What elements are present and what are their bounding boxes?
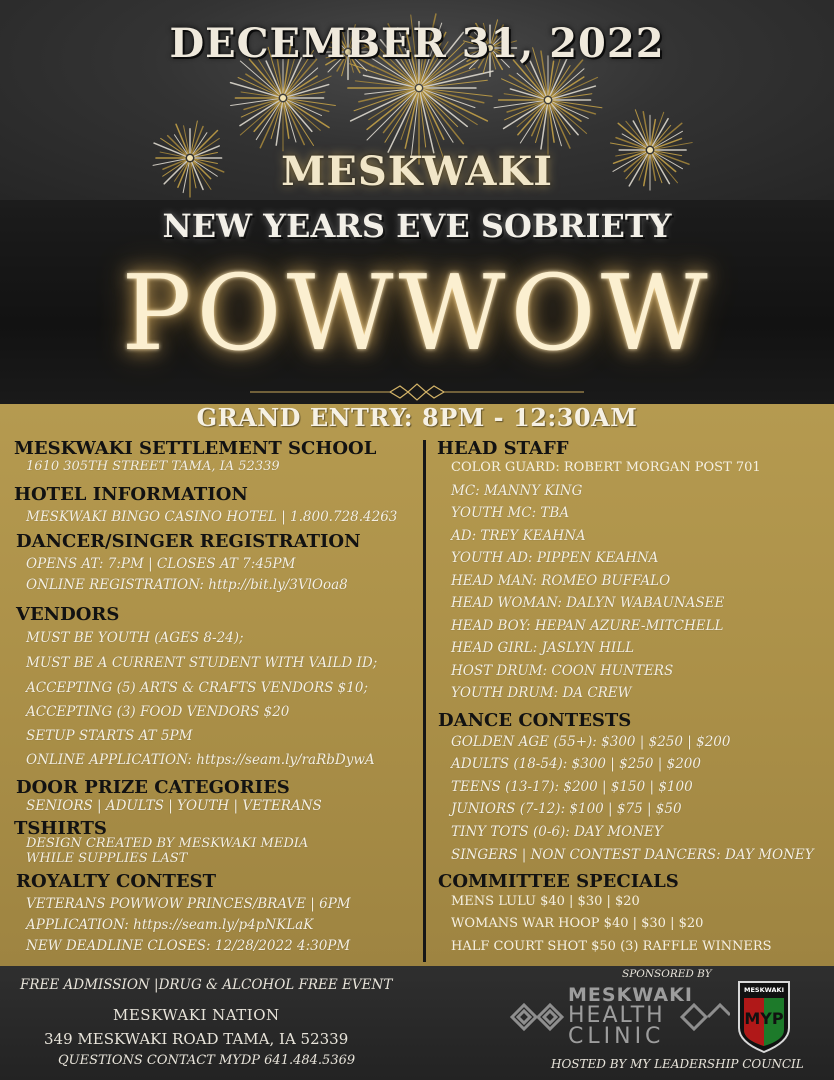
staff-line: MC: MANNY KING bbox=[451, 483, 583, 499]
vendors-line: ACCEPTING (5) ARTS & CRAFTS VENDORS $10; bbox=[26, 680, 368, 696]
special-line: WOMANS WAR HOOP $40 | $30 | $20 bbox=[451, 916, 704, 931]
sponsored-by-label: SPONSORED BY bbox=[622, 968, 712, 980]
registration-line: OPENS AT: 7:PM | CLOSES AT 7:45PM bbox=[26, 556, 296, 572]
contest-line: SINGERS | NON CONTEST DANCERS: DAY MONEY bbox=[451, 847, 814, 863]
contest-line: TINY TOTS (0-6): DAY MONEY bbox=[451, 824, 663, 840]
royalty-line: APPLICATION: https://seam.ly/p4pNKLaK bbox=[26, 917, 314, 933]
staff-line: HEAD GIRL: JASLYN HILL bbox=[451, 640, 635, 656]
hosted-by-note: HOSTED BY MY LEADERSHIP COUNCIL bbox=[551, 1057, 804, 1071]
grand-entry-time: GRAND ENTRY: 8PM - 12:30AM bbox=[196, 403, 638, 432]
staff-line: YOUTH DRUM: DA CREW bbox=[451, 685, 632, 701]
clinic-logo-line: CLINIC bbox=[568, 1024, 665, 1049]
dance-contests-heading: DANCE CONTESTS bbox=[438, 710, 632, 731]
staff-line: HOST DRUM: COON HUNTERS bbox=[451, 663, 674, 679]
vendors-line: SETUP STARTS AT 5PM bbox=[26, 728, 193, 744]
royalty-line: VETERANS POWWOW PRINCES/BRAVE | 6PM bbox=[26, 896, 351, 912]
event-date: DECEMBER 31, 2022 bbox=[169, 20, 665, 67]
clinic-logo-line: MESKWAKI bbox=[568, 984, 693, 1006]
event-subtitle: NEW YEARS EVE SOBRIETY bbox=[162, 207, 672, 245]
royalty-line: NEW DEADLINE CLOSES: 12/28/2022 4:30PM bbox=[26, 938, 351, 954]
staff-line: COLOR GUARD: ROBERT MORGAN POST 701 bbox=[451, 460, 761, 475]
registration-heading: DANCER/SINGER REGISTRATION bbox=[16, 531, 361, 552]
free-admission-note: FREE ADMISSION |DRUG & ALCOHOL FREE EVENT bbox=[20, 977, 393, 993]
registration-line: ONLINE REGISTRATION: http://bit.ly/3VlOoa8 bbox=[26, 577, 348, 593]
committee-specials-heading: COMMITTEE SPECIALS bbox=[438, 871, 679, 892]
school-address: 1610 305TH STREET TAMA, IA 52339 bbox=[26, 459, 280, 474]
door-prize-heading: DOOR PRIZE CATEGORIES bbox=[16, 777, 290, 798]
head-staff-heading: HEAD STAFF bbox=[437, 438, 569, 459]
contact-line: QUESTIONS CONTACT MYDP 641.484.5369 bbox=[58, 1053, 356, 1068]
vendors-line: MUST BE A CURRENT STUDENT WITH VAILD ID; bbox=[26, 655, 378, 671]
tshirts-line: DESIGN CREATED BY MESKWAKI MEDIA bbox=[26, 836, 309, 851]
vendors-heading: VENDORS bbox=[16, 604, 120, 625]
tshirts-heading: TSHIRTS bbox=[14, 818, 107, 839]
contest-line: ADULTS (18-54): $300 | $250 | $200 bbox=[451, 756, 701, 772]
contest-line: GOLDEN AGE (55+): $300 | $250 | $200 bbox=[451, 734, 731, 750]
special-line: MENS LULU $40 | $30 | $20 bbox=[451, 894, 640, 909]
vendors-line: MUST BE YOUTH (AGES 8-24); bbox=[26, 630, 244, 646]
contest-line: JUNIORS (7-12): $100 | $75 | $50 bbox=[451, 801, 682, 817]
staff-line: YOUTH MC: TBA bbox=[451, 505, 570, 521]
staff-line: YOUTH AD: PIPPEN KEAHNA bbox=[451, 550, 659, 566]
clinic-logo-line: HEALTH bbox=[568, 1003, 665, 1028]
staff-line: AD: TREY KEAHNA bbox=[451, 528, 586, 544]
svg-text:MYP: MYP bbox=[744, 1009, 784, 1028]
royalty-heading: ROYALTY CONTEST bbox=[16, 871, 216, 892]
nation-name: MESKWAKI NATION bbox=[113, 1006, 280, 1024]
school-heading: MESKWAKI SETTLEMENT SCHOOL bbox=[14, 438, 377, 459]
column-divider bbox=[423, 440, 426, 962]
hotel-line: MESKWAKI BINGO CASINO HOTEL | 1.800.728.4263 bbox=[26, 509, 398, 525]
ornament-divider bbox=[250, 382, 584, 402]
vendors-line: ONLINE APPLICATION: https://seam.ly/raRbDywA bbox=[26, 752, 375, 768]
vendors-line: ACCEPTING (3) FOOD VENDORS $20 bbox=[26, 704, 290, 720]
staff-line: HEAD WOMAN: DALYN WABAUNASEE bbox=[451, 595, 725, 611]
staff-line: HEAD MAN: ROMEO BUFFALO bbox=[451, 573, 671, 589]
org-name: MESKWAKI bbox=[281, 148, 553, 195]
door-prize-line: SENIORS | ADULTS | YOUTH | VETERANS bbox=[26, 798, 322, 814]
event-title: POWWOW bbox=[121, 252, 713, 374]
nation-address: 349 MESKWAKI ROAD TAMA, IA 52339 bbox=[44, 1030, 349, 1048]
special-line: HALF COURT SHOT $50 (3) RAFFLE WINNERS bbox=[451, 939, 772, 954]
hotel-heading: HOTEL INFORMATION bbox=[14, 484, 248, 505]
svg-text:MESKWAKI: MESKWAKI bbox=[744, 986, 784, 994]
staff-line: HEAD BOY: HEPAN AZURE-MITCHELL bbox=[451, 618, 724, 634]
contest-line: TEENS (13-17): $200 | $150 | $100 bbox=[451, 779, 693, 795]
mydp-logo bbox=[736, 980, 792, 1054]
tshirts-line: WHILE SUPPLIES LAST bbox=[26, 851, 188, 866]
